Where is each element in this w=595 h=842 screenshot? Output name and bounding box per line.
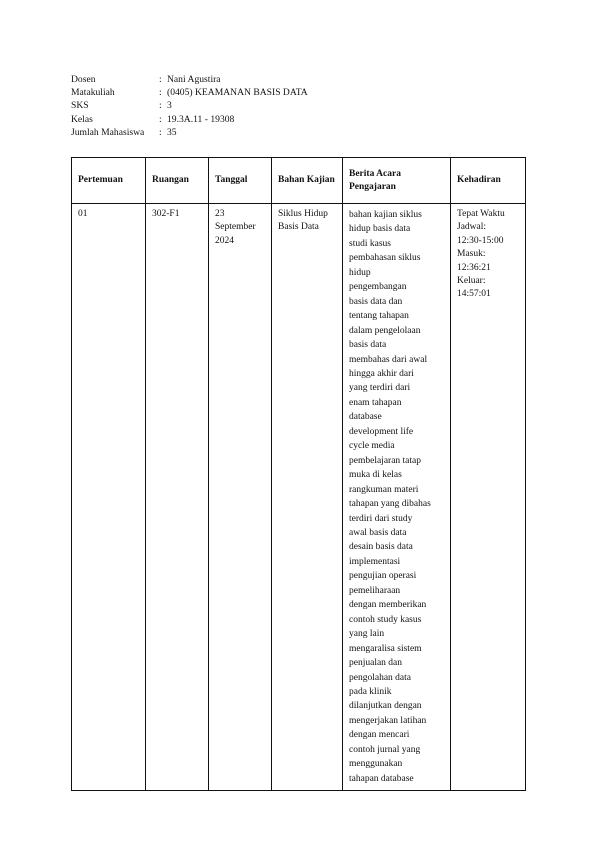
berita-line: tahapan database xyxy=(349,773,414,784)
berita-line: dilanjutkan dengan xyxy=(349,701,422,712)
cell-text: 12:30-15:00 xyxy=(457,235,504,246)
header-ruangan xyxy=(146,158,209,204)
table-header-row xyxy=(72,158,526,204)
cell-text: Keluar: xyxy=(457,276,486,287)
cell-text: 2024 xyxy=(215,235,234,246)
header-kehadiran xyxy=(451,158,526,204)
attendance-table xyxy=(71,157,526,791)
berita-line: cycle media xyxy=(349,441,395,452)
berita-line: awal basis data xyxy=(349,527,407,538)
berita-line: pengujian operasi xyxy=(349,571,417,582)
cell-text: 01 xyxy=(78,209,88,219)
berita-line: dalam pengelolaan xyxy=(349,325,421,336)
berita-line: dengan mencari xyxy=(349,730,410,741)
cell-text: September xyxy=(215,222,256,233)
cell-kehadiran xyxy=(451,204,526,791)
info-separator: : xyxy=(159,126,162,138)
info-separator: : xyxy=(159,87,162,99)
berita-line: hidup basis data xyxy=(349,224,411,235)
berita-line: basis data xyxy=(349,340,387,351)
berita-line: implementasi xyxy=(349,556,401,567)
cell-text: Masuk: xyxy=(457,249,486,260)
berita-line: hidup xyxy=(349,267,371,278)
berita-line: enam tahapan xyxy=(349,397,402,408)
info-value: 3 xyxy=(167,100,172,112)
header-label: Bahan xyxy=(278,175,305,185)
info-label: Matakuliah xyxy=(71,87,115,99)
berita-line: pengembangan xyxy=(349,282,407,293)
info-value: 19.3A.11 - 19308 xyxy=(167,113,235,125)
header-label: Pertemuan xyxy=(78,175,123,185)
berita-line: rangkuman materi xyxy=(349,484,419,495)
header-bahan-kajian xyxy=(272,158,343,204)
info-value: (0405) KEAMANAN BASIS DATA xyxy=(167,87,308,99)
info-separator: : xyxy=(159,113,162,125)
berita-line: desain basis data xyxy=(349,542,413,553)
info-separator: : xyxy=(159,100,162,112)
berita-line: hingga akhir dari xyxy=(349,368,414,379)
header-berita-acara xyxy=(343,158,451,204)
info-separator: : xyxy=(159,74,162,85)
header-label: Kajian xyxy=(306,175,335,185)
berita-line: pemeliharaan xyxy=(349,585,401,596)
info-value: 35 xyxy=(167,126,177,138)
info-label: SKS xyxy=(71,100,89,112)
cell-text: 23 xyxy=(215,209,225,219)
cell-text: 14:57:01 xyxy=(457,289,491,300)
info-value: Nani Agustira xyxy=(167,74,221,85)
berita-line: terdiri dari study xyxy=(349,513,413,524)
cell-tanggal xyxy=(209,204,272,791)
berita-line: dengan memberikan xyxy=(349,600,427,611)
berita-line: basis data dan xyxy=(349,296,403,307)
berita-line: pembahasan siklus xyxy=(349,253,421,264)
cell-pertemuan xyxy=(72,204,146,791)
berita-line: tahapan yang dibahas xyxy=(349,499,431,510)
cell-text: Tepat Waktu xyxy=(457,209,505,219)
berita-line: contoh study kasus xyxy=(349,614,422,625)
berita-line: contoh jurnal yang xyxy=(349,744,421,755)
berita-line: yang lain xyxy=(349,629,385,640)
info-label: Kelas xyxy=(71,113,93,125)
cell-text: Siklus Hidup xyxy=(278,209,328,219)
berita-line: penjualan dan xyxy=(349,658,403,669)
cell-ruangan xyxy=(146,204,209,791)
table-row xyxy=(72,204,526,791)
berita-line: mengerjakan latihan xyxy=(349,715,427,726)
berita-line: muka di kelas xyxy=(349,470,402,481)
berita-line: pada klinik xyxy=(349,686,392,697)
header-label: Ruangan xyxy=(152,175,189,185)
berita-line: menggunakan xyxy=(349,759,403,770)
berita-line: mengaralisa sistem xyxy=(349,643,422,654)
header-label: Kehadiran xyxy=(457,175,501,185)
berita-line: bahan kajian siklus xyxy=(349,210,422,220)
berita-line: development life xyxy=(349,426,414,437)
header-label: Tanggal xyxy=(215,175,248,185)
berita-line: pembelajaran tatap xyxy=(349,455,422,466)
berita-line: pengolahan data xyxy=(349,672,411,683)
cell-text: Jadwal: xyxy=(457,222,487,233)
berita-line: yang terdiri dari xyxy=(349,383,411,394)
header-tanggal xyxy=(209,158,272,204)
header-label: Pengajaran xyxy=(349,181,396,192)
info-label: Jumlah Mahasiswa xyxy=(71,126,145,138)
header-pertemuan xyxy=(72,158,146,204)
cell-bahan-kajian xyxy=(272,204,343,791)
cell-text: Basis Data xyxy=(278,222,319,233)
cell-text: 12:36:21 xyxy=(457,262,491,273)
cell-text: 302-F1 xyxy=(152,209,180,219)
header-label: Berita Acara xyxy=(349,168,401,179)
berita-line: studi kasus xyxy=(349,238,391,249)
berita-line: tentang tahapan xyxy=(349,311,409,322)
cell-berita-acara xyxy=(343,204,451,791)
info-label: Dosen xyxy=(71,74,96,85)
berita-line: database xyxy=(349,412,382,423)
berita-line: membahas dari awal xyxy=(349,354,428,365)
